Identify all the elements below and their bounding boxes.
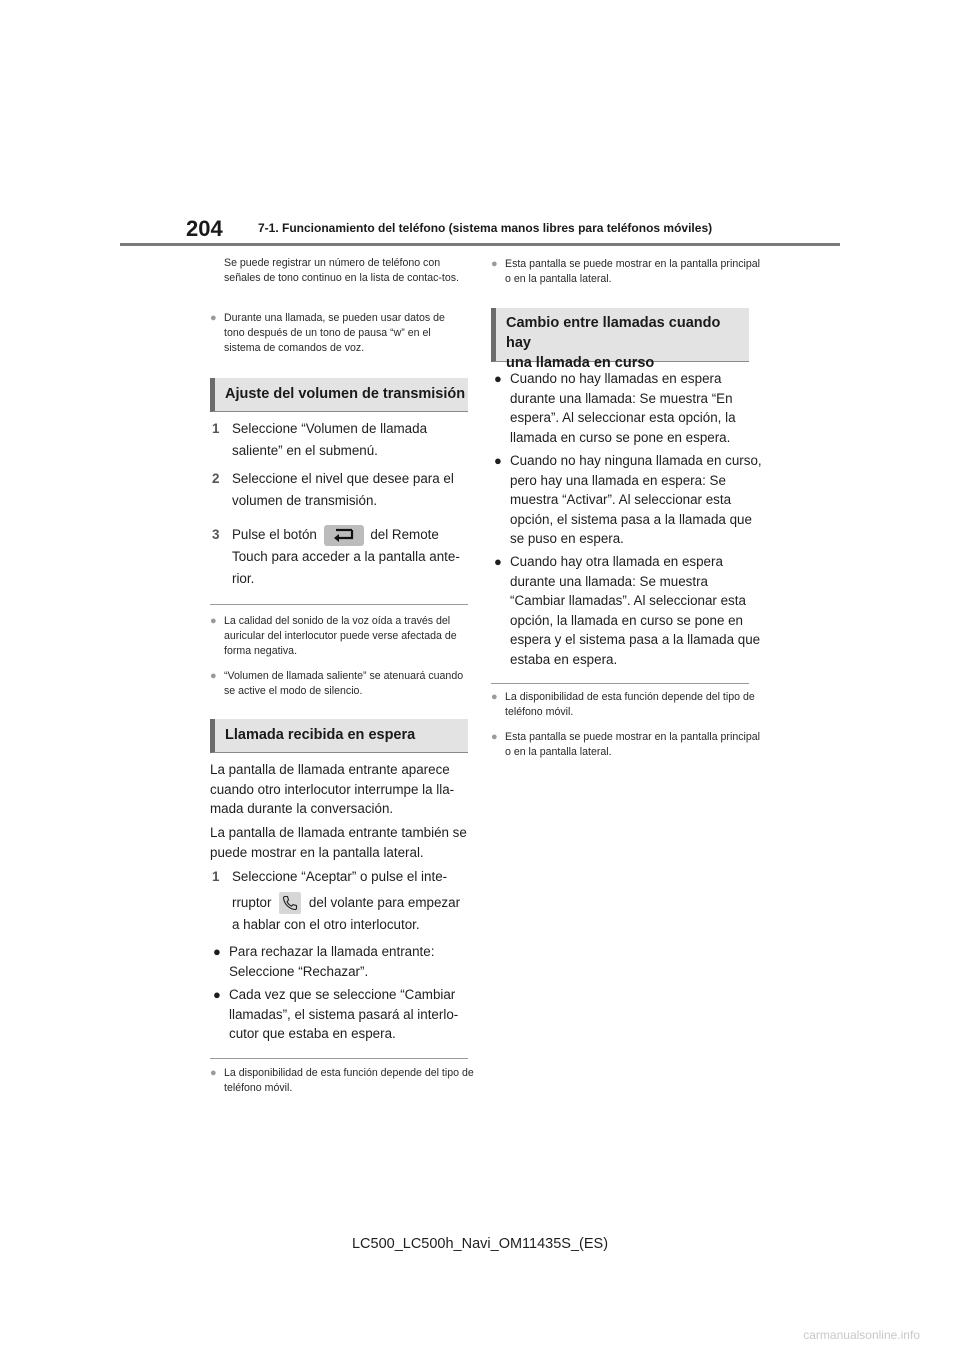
bullet-text: Cuando no hay llamadas en espera durante una llamada: Se muestra “En espera”. Al seleccionar esta opción, la llamada en curso se pone en espera. xyxy=(510,371,736,445)
note-availability-right xyxy=(491,690,763,720)
step-number: 3 xyxy=(212,527,220,542)
bullet-activate xyxy=(491,451,766,549)
bullet-dot: ● xyxy=(494,371,502,386)
watermark: carmanualsonline.info xyxy=(803,1328,920,1342)
header-divider xyxy=(120,243,840,246)
bullet-dot: ● xyxy=(213,987,221,1002)
step-text: volumen de transmisión. xyxy=(232,493,378,508)
paragraph-incoming-call: La pantalla de llamada entrante aparece cuando otro interlocutor interrumpe la lla-mada durante la conversación. xyxy=(210,762,455,816)
step-text: a hablar con el otro interlocutor. xyxy=(232,917,420,933)
bullet-dot: ● xyxy=(491,691,498,703)
note-screen-display xyxy=(491,257,761,287)
intro-note: Se puede registrar un número de teléfono con señales de tono continuo en la lista de contac-tos. xyxy=(224,257,459,284)
back-arrow-icon xyxy=(324,525,364,546)
chapter-title: 7-1. Funcionamiento del teléfono (sistema manos libres para teléfonos móviles) xyxy=(258,221,713,235)
step-text-line xyxy=(232,524,490,546)
note-text: Esta pantalla se puede mostrar en la pantalla principal o en la pantalla lateral. xyxy=(505,258,760,285)
step-2-volume xyxy=(210,468,490,512)
bullet-dot: ● xyxy=(210,670,217,682)
note-text: La disponibilidad de esta función depende del tipo de teléfono móvil. xyxy=(224,1067,474,1094)
step-text: Touch para acceder a la pantalla ante- xyxy=(232,549,460,564)
step-text: Seleccione “Volumen de llamada xyxy=(232,421,428,436)
page-number: 204 xyxy=(186,216,223,241)
bullet-dot: ● xyxy=(491,731,498,743)
step-text: rruptor xyxy=(232,895,272,910)
paragraph-side-display: La pantalla de llamada entrante también se puede mostrar en la pantalla lateral. xyxy=(210,825,467,860)
bullet-another-waiting xyxy=(491,552,766,669)
step-text-line xyxy=(232,892,490,914)
section-heading-volume xyxy=(210,378,468,412)
bullet-dot: ● xyxy=(491,258,498,270)
intro-bullet-note xyxy=(210,311,468,356)
section-heading-call-waiting xyxy=(210,719,468,753)
bullet-text: Cuando hay otra llamada en espera durante una llamada: Se muestra “Cambiar llamadas”. Al seleccionar esta opción, la llamada en curso se pone en espera y el sistema pasa a la llamada que estaba en espera. xyxy=(510,554,761,667)
section-heading-switch-calls xyxy=(491,308,749,371)
step-text: rior. xyxy=(232,571,255,586)
bullet-dot: ● xyxy=(494,453,502,468)
note-text: Esta pantalla se puede mostrar en la pantalla principal o en la pantalla lateral. xyxy=(505,731,760,758)
note-divider xyxy=(210,604,468,605)
step-text: del volante para empezar xyxy=(308,895,461,910)
step-text: Seleccione el nivel que desee para el xyxy=(232,471,454,486)
section-heading-switch-calls-text: una llamada en curso xyxy=(506,355,655,371)
note-availability xyxy=(210,1066,480,1096)
step-number: 1 xyxy=(212,421,220,436)
document-code-footer: LC500_LC500h_Navi_OM11435S_(ES) xyxy=(351,1236,609,1252)
bullet-text: Cuando no hay ninguna llamada en curso, pero hay una llamada en espera: Se muestra “Activar”. Al seleccionar esta opción, el sistema pasa a la llamada que se puso en espera. xyxy=(510,453,762,546)
step-number: 1 xyxy=(212,869,220,884)
step-text: Seleccione “Aceptar” o pulse el inte- xyxy=(232,869,448,884)
section-heading-switch-calls-text: Cambio entre llamadas cuando hay xyxy=(506,315,721,351)
step-text: saliente” en el submenú. xyxy=(232,443,378,458)
section-heading-call-waiting-text: Llamada recibida en espera xyxy=(225,727,416,743)
intro-bullet-text: Durante una llamada, se pueden usar datos de tono después de un tono de pausa “w” en el sistema de comandos de voz. xyxy=(224,312,445,354)
step-text: Pulse el botón xyxy=(232,527,317,542)
note-text: La disponibilidad de esta función depende del tipo de teléfono móvil. xyxy=(505,691,755,718)
bullet-no-waiting xyxy=(491,369,766,447)
bullet-reject xyxy=(210,942,481,981)
bullet-text: Cada vez que se seleccione “Cambiar llamadas”, el sistema pasará al interlo-cutor que estaba en espera. xyxy=(229,987,459,1041)
step-text: del Remote xyxy=(370,527,439,542)
bullet-dot: ● xyxy=(210,615,217,627)
section-heading-volume-text: Ajuste del volumen de transmisión xyxy=(225,386,466,402)
note-text: “Volumen de llamada saliente” se atenuará cuando se active el modo de silencio. xyxy=(224,670,464,697)
note-divider xyxy=(491,683,749,684)
step-number: 2 xyxy=(212,471,220,486)
note-sound-quality xyxy=(210,614,468,659)
step-1-volume xyxy=(210,418,490,462)
bullet-dot: ● xyxy=(213,944,221,959)
note-divider xyxy=(210,1058,468,1059)
note-silence-mode xyxy=(210,669,468,699)
phone-icon xyxy=(279,892,301,914)
note-screen-right xyxy=(491,730,761,760)
bullet-dot: ● xyxy=(494,554,502,569)
step-1-accept xyxy=(210,866,490,936)
bullet-dot: ● xyxy=(210,312,217,324)
bullet-dot: ● xyxy=(210,1067,217,1079)
note-text: La calidad del sonido de la voz oída a través del auricular del interlocutor puede verse afectada de forma negativa. xyxy=(224,615,457,657)
bullet-text: Para rechazar la llamada entrante: Seleccione “Rechazar”. xyxy=(229,944,435,979)
step-3-volume xyxy=(210,524,490,590)
bullet-switch-calls xyxy=(210,985,481,1044)
